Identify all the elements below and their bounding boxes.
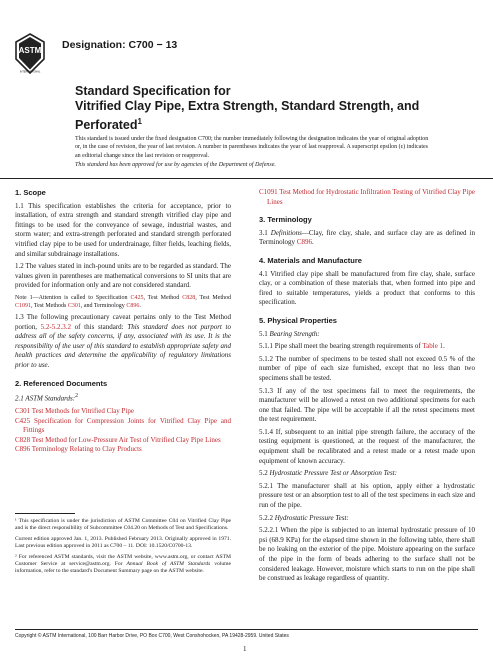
title-footnote-mark: 1 [137,117,142,126]
footnote-1-edition: Current edition approved Jan. 1, 2013. Published February 2013. Originally approved in 1971. Last previous edition approved in 2011 as C700 – 11. DOI: 10.1520/C0700-13. [15,535,231,550]
title-line-1: Standard Specification for [75,84,231,98]
para-5-2-2: 5.2.2 Hydrostatic Pressure Test: [259,513,349,522]
section-5-heading: 5. Physical Properties [259,315,337,325]
reference-item[interactable]: C425 Specification for Compression Joints for Vitrified Clay Pipe and Fittings [15,416,231,435]
header-divider [0,178,493,179]
footnote-2: ² For referenced ASTM standards, visit the ASTM website, www.astm.org, or contact ASTM Customer Service at service@astm.org. For Annual Book of ASTM Standards volume information, refer to the standard's Document Summary page on the ASTM website. [15,553,231,575]
para-5-1-3: 5.1.3 If any of the test specimens fail to meet the requirements, the manufacturer will be allowed a retest on two additional specimens for each one that failed. The pipe will be acceptable if all the retest specimens meet the test requirement. [259,386,475,424]
reference-item[interactable]: C301 Test Methods for Vitrified Clay Pipe [15,407,134,416]
para-5-1: 5.1 Bearing Strength: [259,329,320,338]
para-5-2-1: 5.2.1 The manufacturer shall at his option, apply either a hydrostatic pressure test or an absorption test to all of the test specimens in each size and run of the pipe. [259,481,475,510]
para-5-1-2: 5.1.2 The number of specimens to be tested shall not exceed 0.5 % of the number of pipe of each size furnished, except that no less than two specimens shall be tested. [259,354,475,382]
para-5-2: 5.2 Hydrostatic Pressure Test or Absorption Test: [259,469,398,478]
link-c896[interactable]: C896 [296,238,312,247]
section-3-heading: 3. Terminology [259,215,312,225]
reference-item[interactable]: C1091 Test Method for Hydrostatic Infiltration Testing of Vitrified Clay Pipe Lines [259,188,475,206]
reference-item[interactable]: C828 Test Method for Low-Pressure Air Test of Vitrified Clay Pipe Lines [15,435,221,444]
section-1-heading: 1. Scope [15,188,46,197]
note-1: Note 1—Attention is called to Specification C425, Test Method C828, Test Method C1091, Test Methods C301, and Terminology C896. [15,294,232,309]
link-c896[interactable]: C896 [126,302,140,309]
section-2-heading: 2. Referenced Documents [15,378,108,388]
para-5-2-2-1: 5.2.2.1 When the pipe is subjected to an internal hydrostatic pressure of 10 psi (68.9 KPa) for the elapsed time shown in the following table, there shall be no leaking on the exterior of the pipe. Moisture appearing on the surface of the pipe in the form of beads adhering to the surface shall not be considered leakage. However, moisture which starts to run on the pipe shall be construed as leakage regardless of quantity. [259,526,475,583]
section-4-heading: 4. Materials and Manufacture [259,255,362,265]
para-1-2: 1.2 The values stated in inch-pound units are to be regarded as standard. The values given in parentheses are mathematical conversions to SI units that are provided for information only and are not considered standard. [15,262,231,290]
astm-logo [15,33,45,74]
title-line-2: Vitrified Clay Pipe, Extra Strength, Standard Strength, and [75,99,420,113]
para-5-1-4: 5.1.4 If, subsequent to an initial pipe strength failure, the accuracy of the testing equipment is questioned, at the request of the manufacturer, the equipment shall be recalibrated and a retest made or a retest made upon equipment of known accuracy. [259,427,475,465]
link-c425[interactable]: C425 [130,294,144,301]
footer-divider [15,629,478,630]
issuance-notice: This standard is issued under the fixed designation C700; the number immediately following the designation indicates the year of original adoption or, in the case of revision, the year of last revision. A number in parentheses indicates the year of last reapproval. A superscript epsilon (ε) indicates an editorial change since the last revision or reapproval. [75,136,429,159]
document-title [75,84,435,133]
para-3-1: 3.1 Definitions—Clay, fire clay, shale, and surface clay are as defined in Terminology C896. [259,228,476,247]
page-number: 1 [243,645,247,653]
designation: Designation: C700 − 13 [62,39,178,51]
para-4-1: 4.1 Vitrified clay pipe shall be manufactured from fire clay, shale, surface clay, or a combination of these materials that, when formed into pipe and fired to suitable temperatures, yields a product that conforms to this specification. [259,269,475,307]
para-5-1-1: 5.1.1 Pipe shall meet the bearing strength requirements of Table 1. [259,342,445,351]
left-column [15,186,231,579]
link-5-2[interactable]: 5.2-5.2.3.2 [40,322,71,331]
dod-approval-note: This standard has been approved for use by agencies of the Department of Defense. [75,162,276,168]
right-column [259,186,475,587]
link-table-1[interactable]: Table 1 [422,342,444,351]
link-c828[interactable]: C828 [182,294,196,301]
reference-list [15,407,231,455]
para-1-3: 1.3 The following precautionary caveat pertains only to the Test Method portion, 5.2-5.2.3.2 of this standard: This standard does not purport to address all of the safety concerns, if any, associated with its use. It is the responsibility of the user of this standard to establish appropriate safety and health practices and determine the applicability of regulatory limitations prior to use. [15,312,231,369]
link-c301[interactable]: C301 [67,302,81,309]
svg-text:INTERNATIONAL: INTERNATIONAL [19,70,41,74]
title-line-3: Perforated$^1$ [75,117,142,133]
para-1-1: 1.1 This specification establishes the criteria for acceptance, prior to installation, of extra strength and standard strength vitrified clay pipe and fittings to be used for the conveyance of sewage, industrial wastes, and storm water; and extra-strength perforated and standard strength perforated vitrified clay pipe to be used for underdrainage, filter fields, leaching fields, and similar subdrainage installations. [15,201,231,258]
footnote-1: ¹ This specification is under the jurisdiction of ASTM Committee C04 on Vitrified Clay Pipe and is the direct responsibility of Subcommittee C04.20 on Methods of Test and Specifications. [15,517,231,532]
link-c1091[interactable]: C1091 [15,302,32,309]
copyright-notice: Copyright © ASTM International, 100 Barr Harbor Drive, PO Box C700, West Conshohocken, PA 19428-2959. United States [15,633,289,639]
svg-text:ASTM: ASTM [18,46,42,55]
reference-item[interactable]: C896 Terminology Relating to Clay Products [15,445,142,454]
para-2-1: 2.1 ASTM Standards:$^2$ [15,393,79,403]
footnote-divider [15,513,75,514]
